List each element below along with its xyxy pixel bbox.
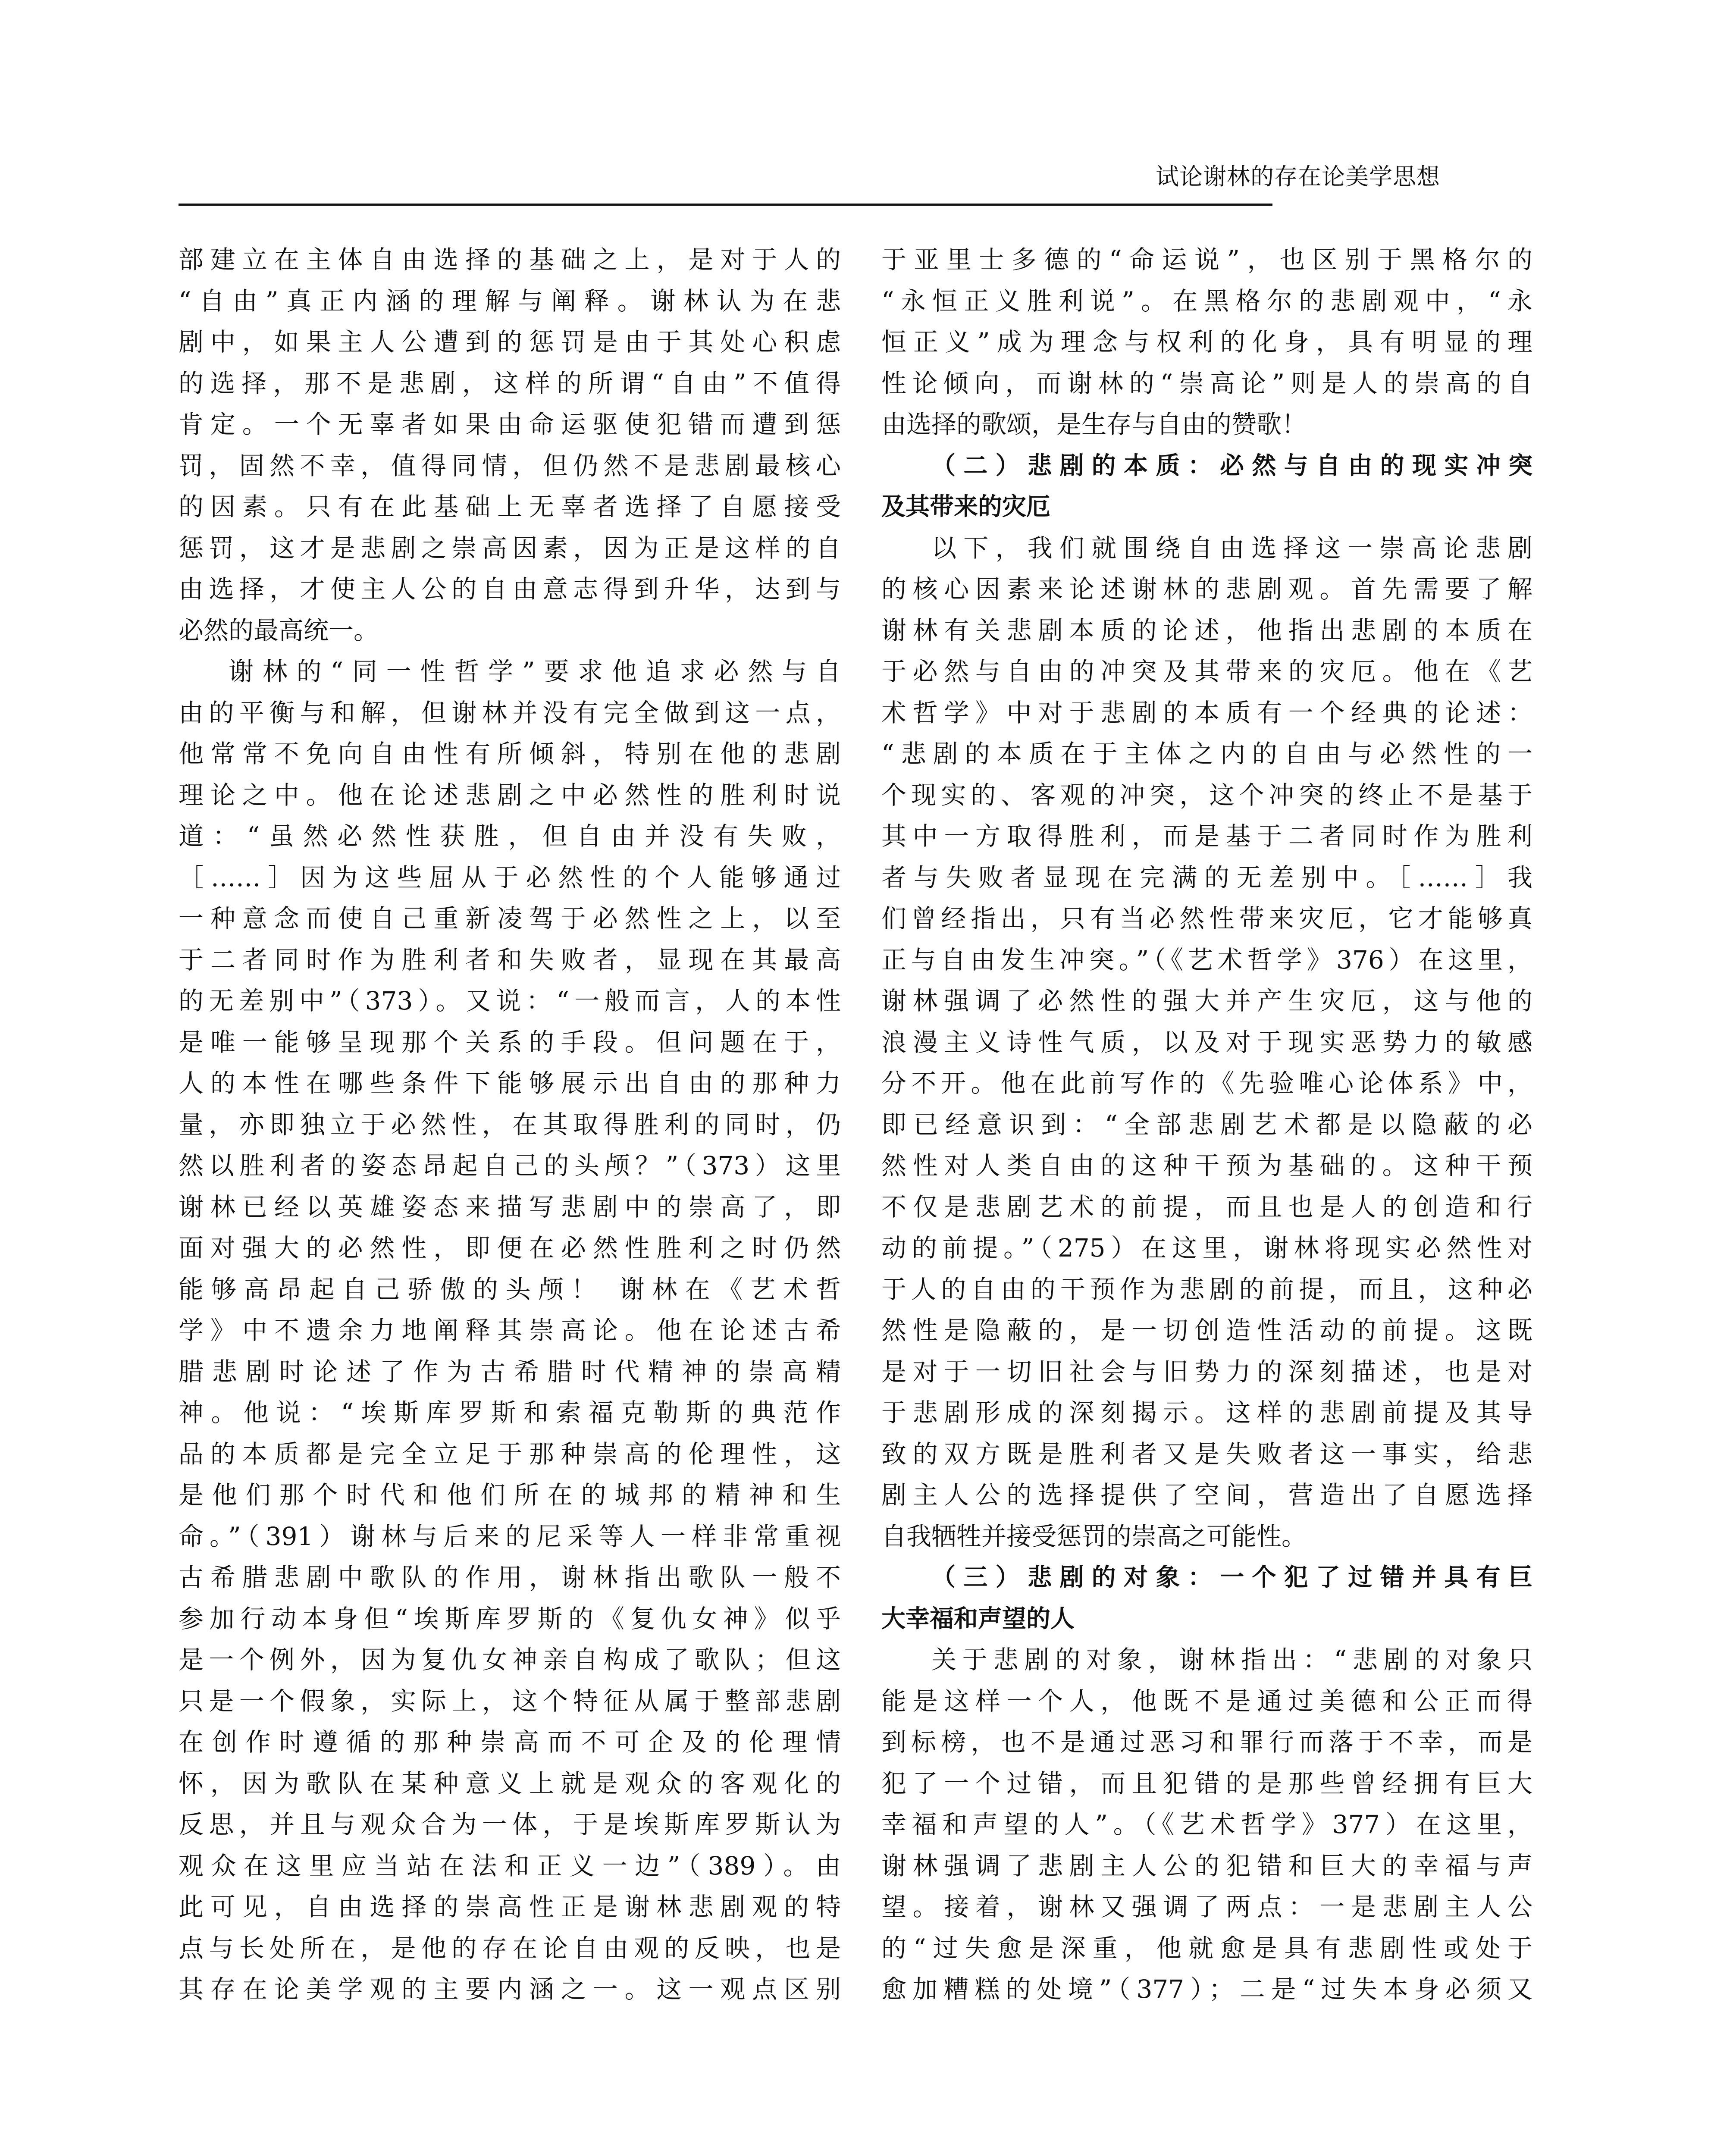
text-line: ［……］因为这些屈从于必然性的个人能够通过 (179, 862, 841, 892)
text-line: 于必然与自由的冲突及其带来的灾厄。他在《艺 (881, 657, 1532, 686)
text-line: 是唯一能够呈现那个关系的手段。但问题在于， (179, 1027, 841, 1057)
text-line: 的“过失愈是深重，他就愈是具有悲剧性或处于 (881, 1933, 1532, 1963)
text-line: 浪漫主义诗性气质，以及对于现实恶势力的敏感 (881, 1027, 1532, 1057)
text-line: 人的本性在哪些条件下能够展示出自由的那种力 (179, 1069, 841, 1098)
left-column (179, 239, 841, 2010)
text-line: 然以胜利者的姿态昂起自己的头颅？”（373）这里 (179, 1151, 841, 1180)
text-line: 谢林有关悲剧本质的论述，他指出悲剧的本质在 (881, 615, 1532, 645)
text-line: 在创作时遵循的那种崇高而不可企及的伦理情 (179, 1727, 841, 1757)
text-line: 肯定。一个无辜者如果由命运驱使犯错而遭到惩 (179, 410, 841, 439)
text-line: 是他们那个时代和他们所在的城邦的精神和生 (179, 1480, 841, 1510)
text-line: 关于悲剧的对象，谢林指出：“悲剧的对象只 (931, 1645, 1532, 1674)
text-line: 只是一个假象，实际上，这个特征从属于整部悲剧 (179, 1686, 841, 1716)
running-title: 试论谢林的存在论美学思想 (1156, 163, 1440, 190)
text-line: 的无差别中”（373）。又说：“一般而言，人的本性 (179, 986, 841, 1015)
text-line: 的选择，那不是悲剧，这样的所谓“自由”不值得 (179, 368, 841, 398)
text-line: 者与失败者显现在完满的无差别中。［……］我 (881, 862, 1532, 892)
text-line: “自由”真正内涵的理解与阐释。谢林认为在悲 (179, 286, 841, 316)
text-line: 量，亦即独立于必然性，在其取得胜利的同时，仍 (179, 1109, 841, 1139)
text-line: 反思，并且与观众合为一体，于是埃斯库罗斯认为 (179, 1810, 841, 1839)
text-line: 一种意念而使自己重新凌驾于必然性之上，以至 (179, 904, 841, 933)
text-line: 由选择，才使主人公的自由意志得到升华，达到与 (179, 574, 841, 604)
text-line: 道：“虽然必然性获胜，但自由并没有失败， (179, 821, 841, 851)
section-heading-line: 及其带来的灾厄 (881, 493, 1050, 521)
text-line: 分不开。他在此前写作的《先验唯心论体系》中， (881, 1069, 1532, 1098)
text-line: 不仅是悲剧艺术的前提，而且也是人的创造和行 (881, 1192, 1532, 1222)
text-line: 犯了一个过错，而且犯错的是那些曾经拥有巨大 (881, 1768, 1532, 1798)
text-line: 于亚里士多德的“命运说”，也区别于黑格尔的 (881, 245, 1532, 274)
section-heading-line: 大幸福和声望的人 (881, 1604, 1075, 1633)
text-line: 然性对人类自由的这种干预为基础的。这种干预 (881, 1151, 1532, 1180)
text-line: 愈加糟糕的处境”（377）；二是“过失本身必须又 (881, 1974, 1532, 2004)
text-line: 点与长处所在，是他的存在论自由观的反映，也是 (179, 1933, 841, 1963)
text-line: 由选择的歌颂，是生存与自由的赞歌！ (881, 410, 1307, 439)
text-line: 其存在论美学观的主要内涵之一。这一观点区别 (179, 1974, 841, 2004)
text-line: 性论倾向，而谢林的“崇高论”则是人的崇高的自 (881, 368, 1532, 398)
text-line: 理论之中。他在论述悲剧之中必然性的胜利时说 (179, 780, 841, 810)
text-line: 到标榜，也不是通过恶习和罪行而落于不幸，而是 (881, 1727, 1532, 1757)
text-line: 他常常不免向自由性有所倾斜，特别在他的悲剧 (179, 739, 841, 768)
text-line: 品的本质都是完全立足于那种崇高的伦理性，这 (179, 1439, 841, 1469)
text-line: 谢林强调了必然性的强大并产生灾厄，这与他的 (881, 986, 1532, 1015)
text-line: “永恒正义胜利说”。在黑格尔的悲剧观中，“永 (881, 286, 1532, 316)
text-line: 其中一方取得胜利，而是基于二者同时作为胜利 (881, 821, 1532, 851)
text-line: 幸福和声望的人”。（《艺术哲学》377）在这里， (881, 1810, 1532, 1839)
text-line: 剧主人公的选择提供了空间，营造出了自愿选择 (881, 1480, 1532, 1510)
text-line: “悲剧的本质在于主体之内的自由与必然性的一 (881, 739, 1532, 768)
text-line: 谢林已经以英雄姿态来描写悲剧中的崇高了，即 (179, 1192, 841, 1222)
text-line: 由的平衡与和解，但谢林并没有完全做到这一点， (179, 698, 841, 727)
text-line: 参加行动本身但“埃斯库罗斯的《复仇女神》似乎 (179, 1604, 841, 1633)
section-heading-line: （二）悲剧的本质：必然与自由的现实冲突 (931, 451, 1532, 480)
text-line: 致的双方既是胜利者又是失败者这一事实，给悲 (881, 1439, 1532, 1469)
text-line: 能够高昂起自己骄傲的头颅！ 谢林在《艺术哲 (179, 1274, 841, 1304)
text-line: 恒正义”成为理念与权利的化身，具有明显的理 (881, 327, 1532, 357)
text-line: 观众在这里应当站在法和正义一边”（389）。由 (179, 1851, 841, 1880)
text-line: 个现实的、客观的冲突，这个冲突的终止不是基于 (881, 780, 1532, 810)
text-line: 于人的自由的干预作为悲剧的前提，而且，这种必 (881, 1274, 1532, 1304)
text-line: 面对强大的必然性，即便在必然性胜利之时仍然 (179, 1233, 841, 1263)
text-line: 的因素。只有在此基础上无辜者选择了自愿接受 (179, 492, 841, 521)
text-line: 部建立在主体自由选择的基础之上，是对于人的 (179, 245, 841, 274)
text-line: 于悲剧形成的深刻揭示。这样的悲剧前提及其导 (881, 1398, 1532, 1427)
text-line: 罚，固然不幸，值得同情，但仍然不是悲剧最核心 (179, 451, 841, 480)
text-line: 命。”（391）谢林与后来的尼采等人一样非常重视 (179, 1521, 841, 1551)
text-line: 自我牺牲并接受惩罚的崇高之可能性。 (881, 1521, 1307, 1551)
section-heading-line: （三）悲剧的对象：一个犯了过错并具有巨 (931, 1564, 1532, 1592)
text-line: 惩罚，这才是悲剧之崇高因素，因为正是这样的自 (179, 533, 841, 563)
text-line: 望。接着，谢林又强调了两点：一是悲剧主人公 (881, 1892, 1532, 1921)
text-line: 谢林的“同一性哲学”要求他追求必然与自 (229, 657, 841, 686)
text-line: 能是这样一个人，他既不是通过美德和公正而得 (881, 1686, 1532, 1716)
text-line: 剧中，如果主人公遭到的惩罚是由于其处心积虑 (179, 327, 841, 357)
text-line: 们曾经指出，只有当必然性带来灾厄，它才能够真 (881, 904, 1532, 933)
text-line: 术哲学》中对于悲剧的本质有一个经典的论述： (881, 698, 1532, 727)
text-line: 谢林强调了悲剧主人公的犯错和巨大的幸福与声 (881, 1851, 1532, 1880)
text-line: 是一个例外，因为复仇女神亲自构成了歌队；但这 (179, 1645, 841, 1674)
right-column (881, 239, 1532, 2010)
text-line: 正与自由发生冲突。”（《艺术哲学》376）在这里， (881, 945, 1532, 975)
text-line: 以下，我们就围绕自由选择这一崇高论悲剧 (931, 533, 1532, 563)
text-line: 学》中不遗余力地阐释其崇高论。他在论述古希 (179, 1316, 841, 1345)
text-line: 腊悲剧时论述了作为古希腊时代精神的崇高精 (179, 1357, 841, 1386)
text-line: 神。他说：“埃斯库罗斯和索福克勒斯的典范作 (179, 1398, 841, 1427)
text-line: 古希腊悲剧中歌队的作用，谢林指出歌队一般不 (179, 1563, 841, 1592)
text-line: 然性是隐蔽的，是一切创造性活动的前提。这既 (881, 1316, 1532, 1345)
header-rule (179, 204, 1272, 206)
text-line: 动的前提。”（275）在这里，谢林将现实必然性对 (881, 1233, 1532, 1263)
text-line: 此可见，自由选择的崇高性正是谢林悲剧观的特 (179, 1892, 841, 1921)
text-line: 于二者同时作为胜利者和失败者，显现在其最高 (179, 945, 841, 975)
text-line: 是对于一切旧社会与旧势力的深刻描述，也是对 (881, 1357, 1532, 1386)
text-line: 的核心因素来论述谢林的悲剧观。首先需要了解 (881, 574, 1532, 604)
text-line: 怀，因为歌队在某种意义上就是观众的客观化的 (179, 1768, 841, 1798)
text-line: 即已经意识到：“全部悲剧艺术都是以隐蔽的必 (881, 1109, 1532, 1139)
text-line: 必然的最高统一。 (179, 615, 379, 645)
